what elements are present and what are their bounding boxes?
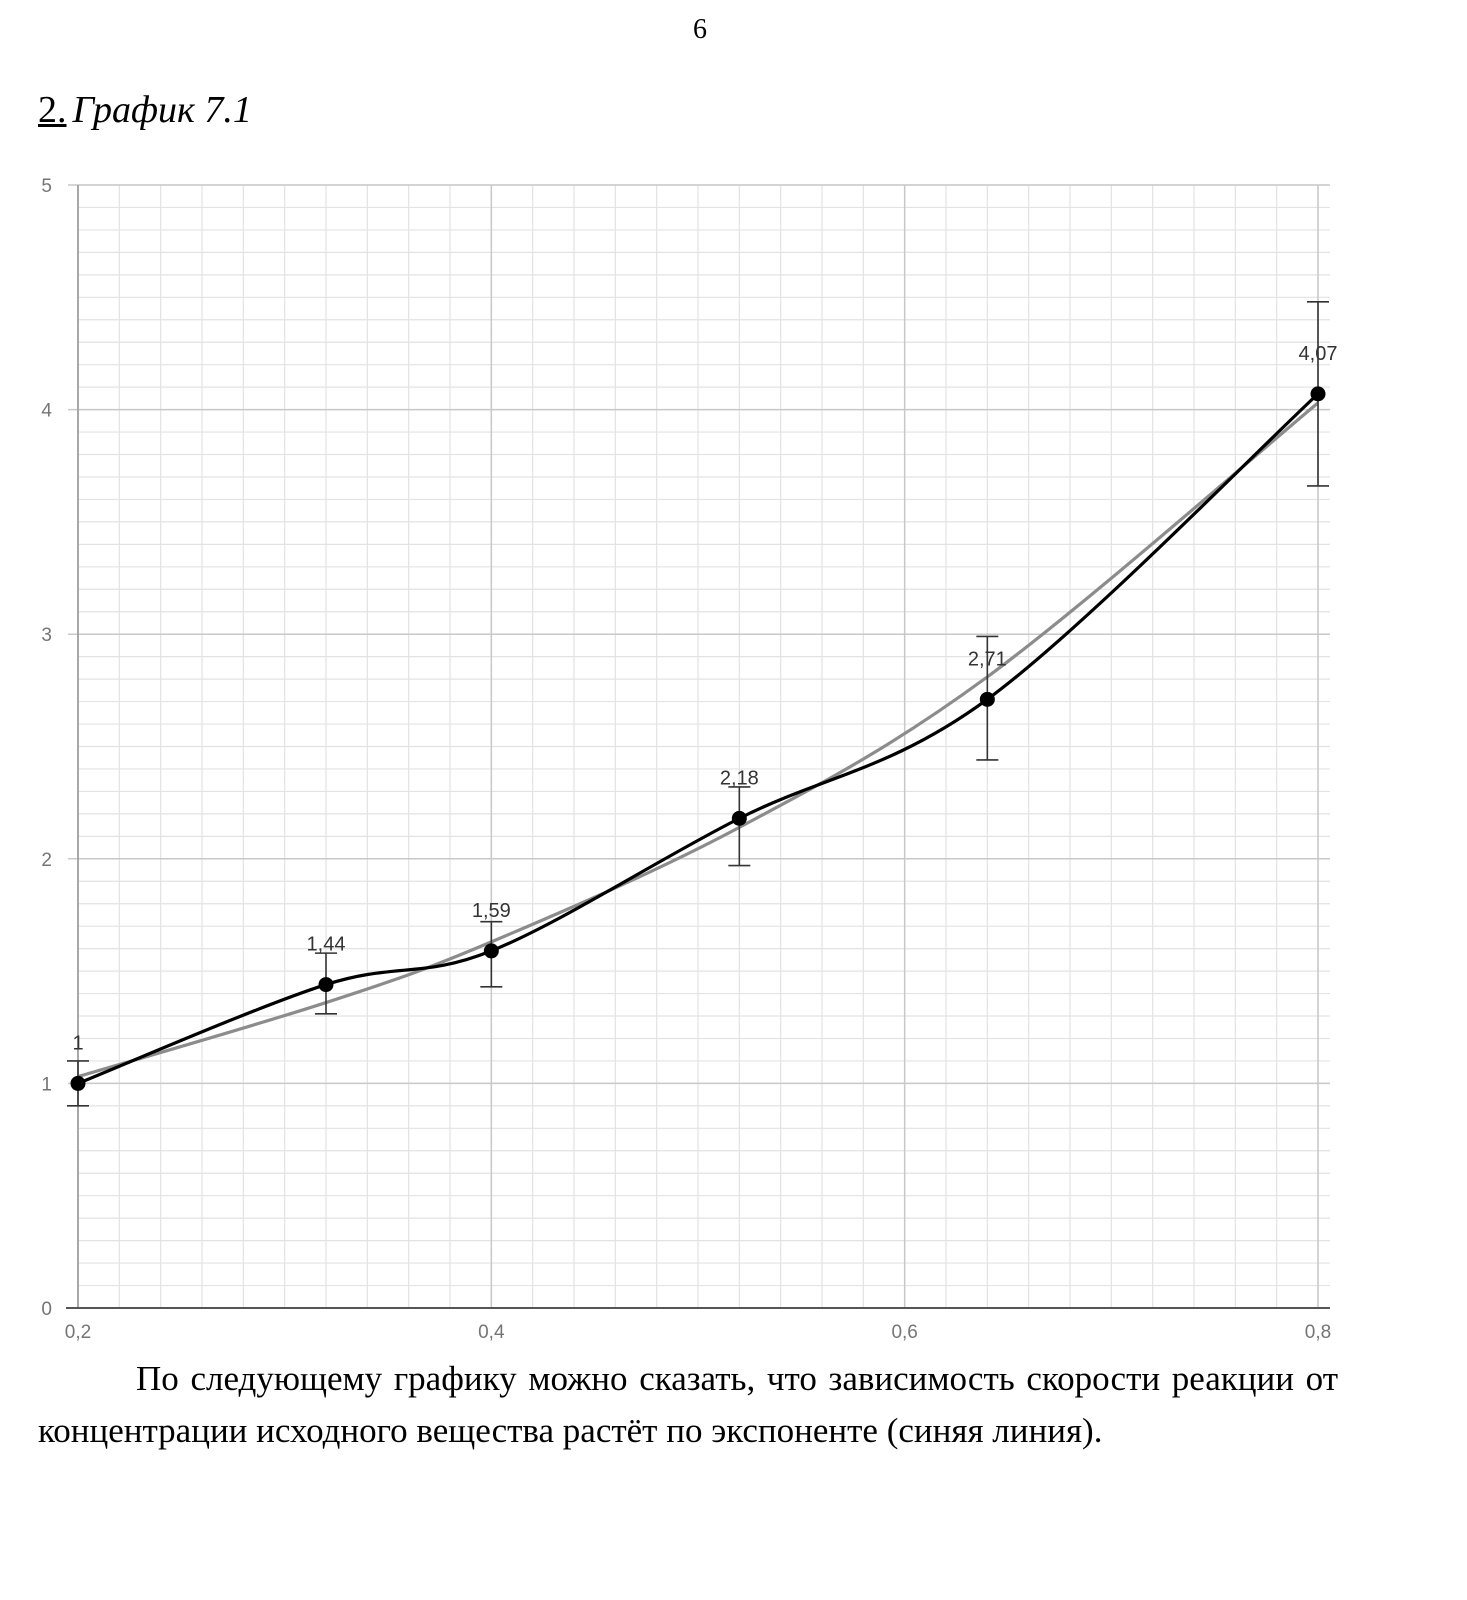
data-label: 1,59: [471, 899, 511, 922]
y-tick-label: 0: [41, 1299, 52, 1320]
x-tick-label: 0,4: [478, 1322, 505, 1343]
data-point: [1311, 386, 1326, 401]
data-point: [732, 811, 747, 826]
y-tick-label: 4: [41, 400, 52, 422]
body-paragraph: По следующему графику можно сказать, что зависимость скорости реакции от концентрации исходного вещества растёт по экспоненте (синяя линия).: [38, 1359, 1338, 1450]
data-label: 2,71: [967, 648, 1007, 671]
data-point: [980, 692, 995, 707]
y-tick-label: 2: [41, 849, 52, 871]
y-tick-label: 1: [41, 1074, 52, 1096]
x-tick-label: 0,8: [1304, 1322, 1332, 1343]
data-point: [484, 943, 499, 958]
y-tick-label: 3: [41, 625, 52, 647]
tick-labels: [41, 176, 1331, 1343]
x-tick-label: 0,2: [64, 1322, 92, 1343]
data-label: 2,18: [719, 767, 759, 790]
page-number: 6: [693, 14, 707, 45]
data-label: 4,07: [1298, 342, 1338, 365]
data-label: 1,44: [306, 933, 346, 956]
heading-number: 2.: [38, 89, 67, 131]
x-tick-label: 0,6: [891, 1322, 918, 1343]
data-point: [319, 977, 334, 992]
heading-title: График 7.1: [72, 89, 252, 131]
grid-minor: [78, 185, 1330, 1308]
data-point: [71, 1076, 86, 1091]
label-layer: [72, 343, 1337, 1055]
data-label: 1: [72, 1032, 84, 1055]
y-tick-label: 5: [41, 176, 52, 197]
